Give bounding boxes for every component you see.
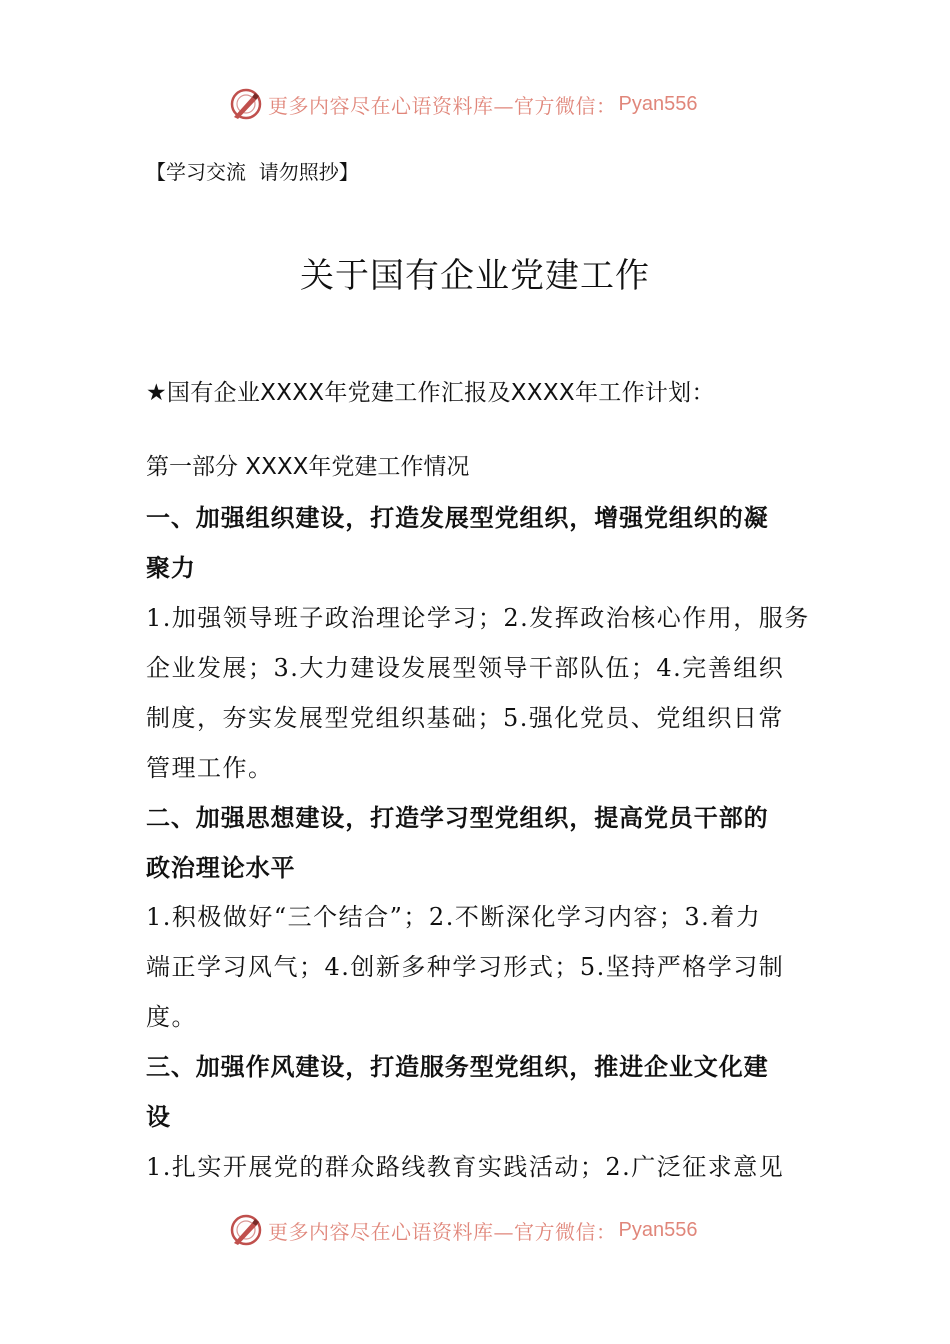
section-heading: 聚力 (146, 554, 196, 582)
section-text: 企业发展；3.大力建设发展型领导干部队伍；4.完善组织 (146, 654, 785, 682)
section-heading: 三、加强作风建设，打造服务型党组织，推进企业文化建 (146, 1053, 769, 1081)
section-heading: 一、加强组织建设，打造发展型党组织，增强党组织的凝 (146, 504, 769, 532)
pen-circle-logo-icon (228, 1212, 264, 1248)
section-heading: 二、加强思想建设，打造学习型党组织，提高党员干部的 (146, 804, 769, 832)
section-text: 管理工作。 (146, 754, 274, 782)
section-text: 1.积极做好“三个结合”；2.不断深化学习内容；3.着力 (146, 903, 762, 931)
watermark-header (228, 84, 697, 124)
section-text: 制度，夯实发展型党组织基础；5.强化党员、党组织日常 (146, 704, 784, 732)
watermark-wechat-id: Pyan556 (618, 1218, 698, 1241)
section-heading: 政治理论水平 (146, 854, 296, 882)
section-heading: 设 (146, 1103, 171, 1131)
watermark-wechat-id: Pyan556 (618, 92, 698, 115)
document-title: 关于国有企业党建工作 (300, 256, 650, 296)
watermark-text: 更多内容尽在心语资料库—官方微信： (268, 1219, 617, 1244)
watermark-text: 更多内容尽在心语资料库—官方微信： (268, 93, 617, 118)
section-text: 1.加强领导班子政治理论学习；2.发挥政治核心作用，服务 (146, 604, 810, 632)
section-text: 端正学习风气；4.创新多种学习形式；5.坚持严格学习制 (146, 953, 785, 981)
part-heading: 第一部分 XXXX年党建工作情况 (146, 454, 470, 480)
section-text: 1.扎实开展党的群众路线教育实践活动；2.广泛征求意见 (146, 1153, 785, 1181)
section-text: 度。 (146, 1003, 197, 1031)
copy-notice: 【学习交流 请勿照抄】 (146, 160, 359, 184)
watermark-footer (228, 1210, 697, 1250)
report-subtitle: ★国有企业XXXX年党建工作汇报及XXXX年工作计划： (146, 380, 715, 406)
pen-circle-logo-icon (228, 86, 264, 122)
